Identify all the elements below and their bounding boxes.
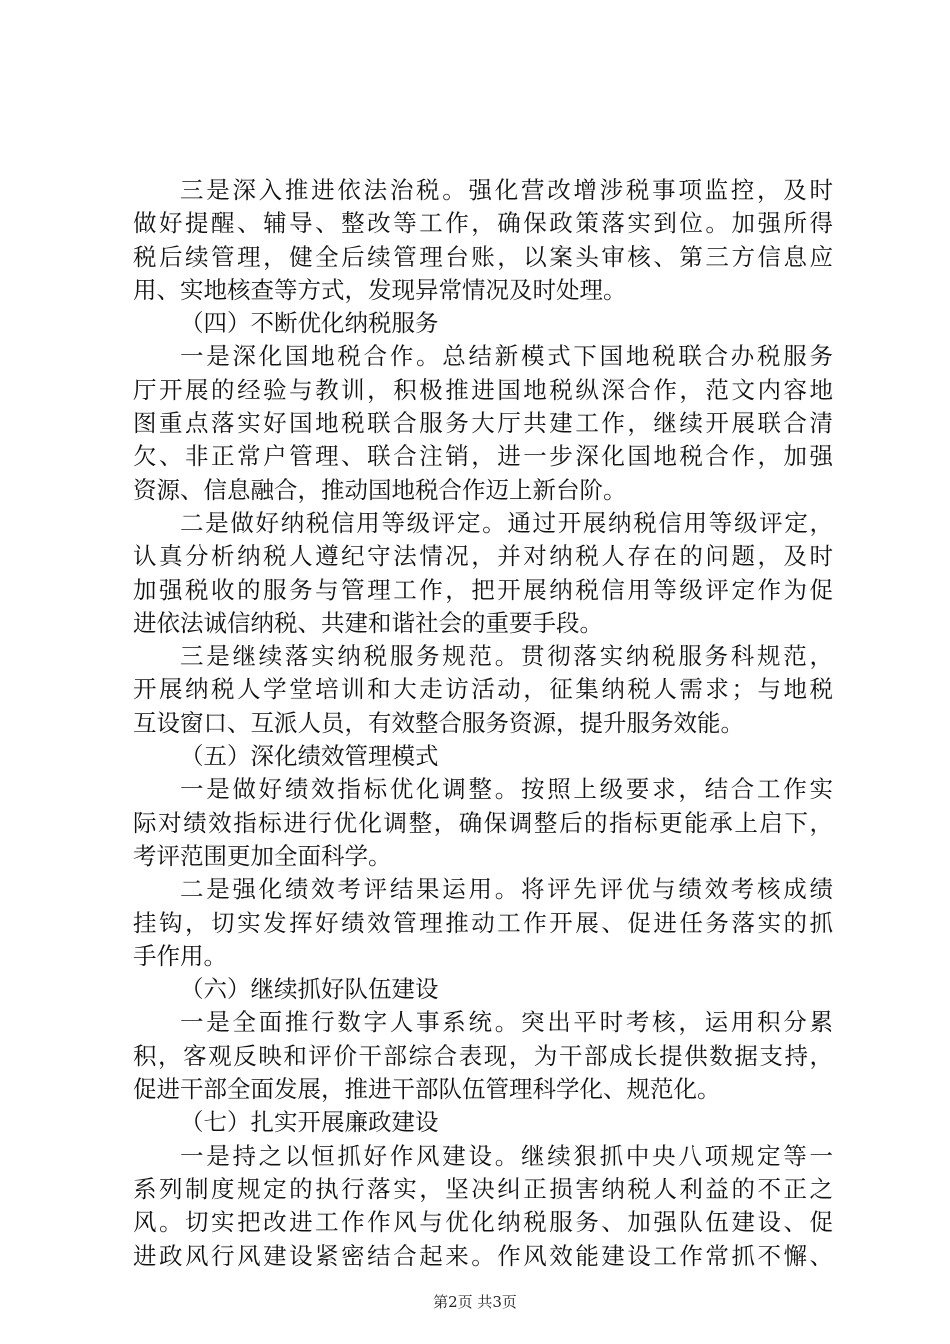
text-line: 风。切实把改进工作作风与优化纳税服务、加强队伍建设、促 xyxy=(133,1208,833,1237)
text-line: 图重点落实好国地税联合服务大厅共建工作，继续开展联合清 xyxy=(133,409,833,438)
text-line: 积，客观反映和评价干部综合表现，为干部成长提供数据支持， xyxy=(133,1041,833,1070)
page-footer: 第2页 共3页 xyxy=(433,1293,517,1311)
text-line: 加强税收的服务与管理工作，把开展纳税信用等级评定作为促 xyxy=(133,575,833,604)
text-line: 手作用。 xyxy=(133,941,227,970)
text-line: 进政风行风建设紧密结合起来。作风效能建设工作常抓不懈、 xyxy=(133,1241,833,1270)
text-line: 一是全面推行数字人事系统。突出平时考核，运用积分累 xyxy=(180,1008,833,1037)
text-line: 用、实地核查等方式，发现异常情况及时处理。 xyxy=(133,275,627,304)
text-line: 考评范围更加全面科学。 xyxy=(133,841,392,870)
text-line: 做好提醒、辅导、整改等工作，确保政策落实到位。加强所得 xyxy=(133,209,833,238)
text-line: （七）扎实开展廉政建设 xyxy=(180,1108,439,1137)
text-line: 互设窗口、互派人员，有效整合服务资源，提升服务效能。 xyxy=(133,708,744,737)
text-line: 二是强化绩效考评结果运用。将评先评优与绩效考核成绩 xyxy=(180,875,833,904)
text-line: 开展纳税人学堂培训和大走访活动，征集纳税人需求；与地税 xyxy=(133,675,833,704)
text-line: 税后续管理，健全后续管理台账，以案头审核、第三方信息应 xyxy=(133,242,833,271)
text-line: 挂钩，切实发挥好绩效管理推动工作开展、促进任务落实的抓 xyxy=(133,908,833,937)
text-line: 三是深入推进依法治税。强化营改增涉税事项监控，及时 xyxy=(180,176,833,204)
text-line: 一是做好绩效指标优化调整。按照上级要求，结合工作实 xyxy=(180,775,833,804)
text-line: （六）继续抓好队伍建设 xyxy=(180,975,439,1004)
text-line: 一是深化国地税合作。总结新模式下国地税联合办税服务 xyxy=(180,342,833,371)
text-line: 认真分析纳税人遵纪守法情况，并对纳税人存在的问题，及时 xyxy=(133,542,833,571)
text-line: 系列制度规定的执行落实，坚决纠正损害纳税人利益的不正之 xyxy=(133,1174,833,1203)
text-line: 厅开展的经验与教训，积极推进国地税纵深合作，范文内容地 xyxy=(133,375,833,404)
text-line: 欠、非正常户管理、联合注销，进一步深化国地税合作，加强 xyxy=(133,442,833,471)
text-line: 二是做好纳税信用等级评定。通过开展纳税信用等级评定， xyxy=(180,508,833,537)
text-line: 一是持之以恒抓好作风建设。继续狠抓中央八项规定等一 xyxy=(180,1141,833,1170)
text-line: 三是继续落实纳税服务规范。贯彻落实纳税服务科规范， xyxy=(180,642,833,671)
text-line: （五）深化绩效管理模式 xyxy=(180,742,439,771)
text-line: （四）不断优化纳税服务 xyxy=(180,309,439,338)
document-body xyxy=(133,174,833,1273)
text-line: 资源、信息融合，推动国地税合作迈上新台阶。 xyxy=(133,475,627,504)
text-line: 进依法诚信纳税、共建和谐社会的重要手段。 xyxy=(133,608,603,637)
text-line: 际对绩效指标进行优化调整，确保调整后的指标更能承上启下， xyxy=(133,808,833,837)
text-line: 促进干部全面发展，推进干部队伍管理科学化、规范化。 xyxy=(133,1075,721,1104)
